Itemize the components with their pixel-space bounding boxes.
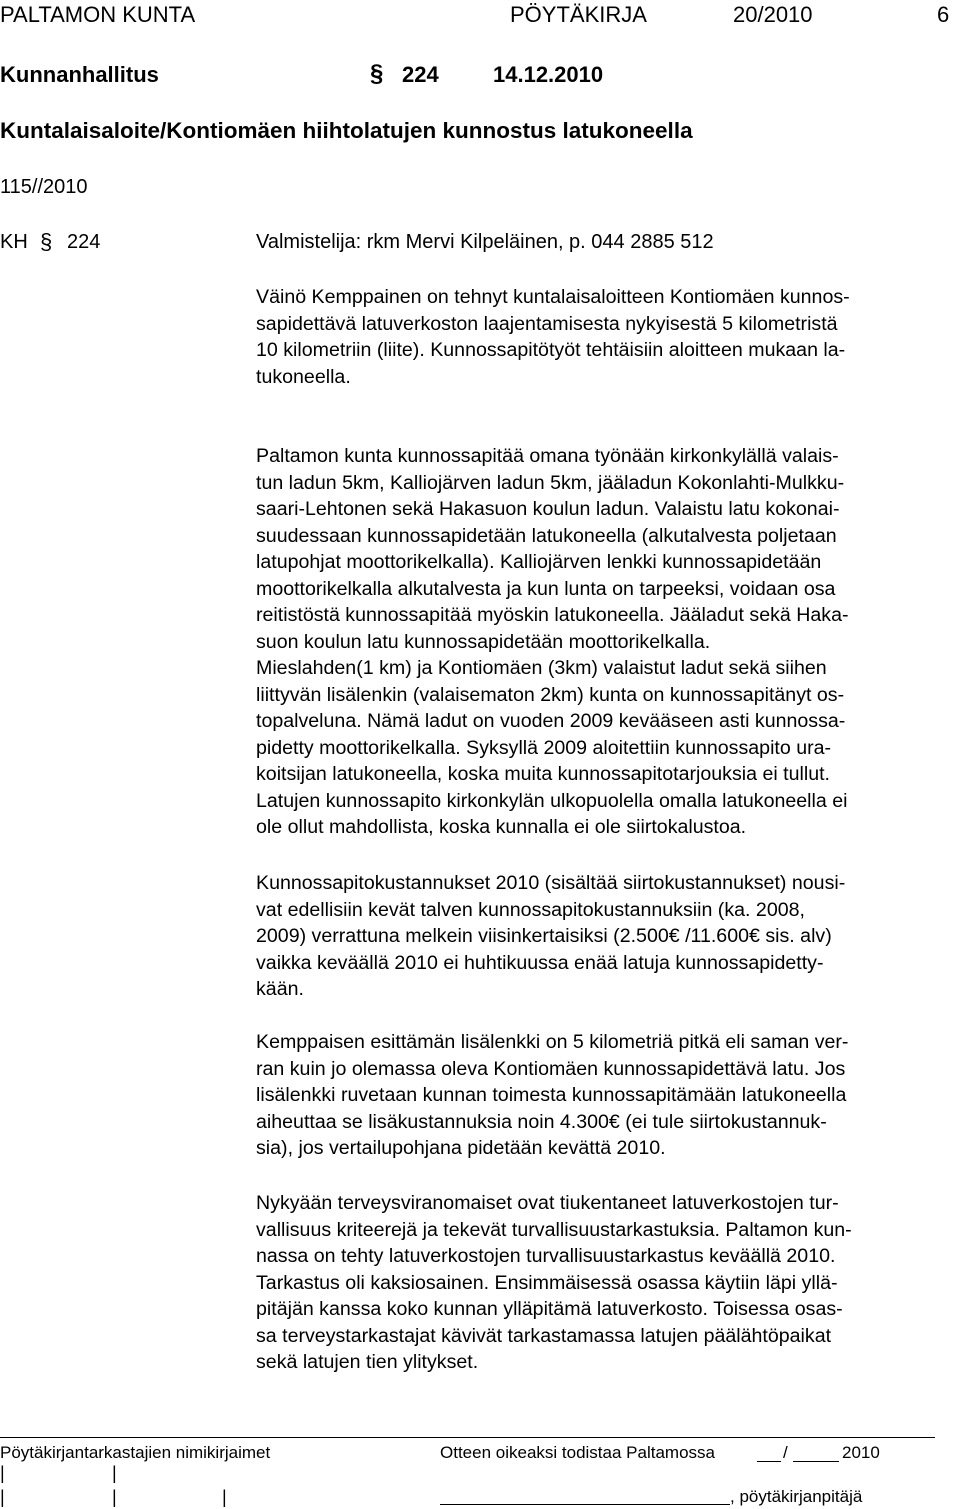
initials-separator: | [222, 1487, 227, 1507]
signature-line [440, 1504, 730, 1505]
paragraph-line: pidetty moottorikelkalla. Syksyllä 2009 aloitettiin kunnossapito ura- [256, 736, 832, 759]
footer-initials-label: Pöytäkirjantarkastajien nimikirjaimet [0, 1443, 271, 1462]
paragraph-6 [256, 1190, 956, 1376]
paragraph-line: Tarkastus oli kaksiosainen. Ensimmäisessä osassa käytiin läpi yllä- [256, 1271, 838, 1294]
paragraph-line: nassa on tehty latuverkostojen turvallisuustarkastus keväällä 2010. [256, 1245, 836, 1267]
paragraph-line: kään. [256, 978, 304, 1000]
paragraph-line: Latujen kunnossapito kirkonkylän ulkopuolella omalla latukoneella ei [256, 789, 848, 812]
section-label: KH [0, 231, 28, 253]
paragraph-line: tukoneella. [256, 365, 351, 388]
initials-separator: | [112, 1463, 117, 1483]
paragraph-4 [256, 870, 956, 1003]
paragraph-line: Mieslahden(1 km) ja Kontiomäen (3km) valaistut ladut sekä siihen [256, 657, 827, 679]
paragraph-line: saari-Lehtonen sekä Hakasuon koulun ladun. Valaistu latu kokonai- [256, 498, 840, 520]
header-page-number: 6 [937, 2, 950, 27]
paragraph-line: Paltamon kunta kunnossapitää omana työnään kirkonkylällä valais- [256, 445, 839, 467]
initials-separator: | [0, 1487, 5, 1507]
paragraph-line: koitsijan latukoneella, koska muita kunnossapitotarjouksia ei tullut. [256, 763, 830, 785]
initials-separator: | [112, 1487, 117, 1507]
paragraph-line: sia), jos vertailupohjana pidetään kevättä 2010. [256, 1137, 666, 1159]
paragraph-line: sa terveystarkastajat kävivät tarkastamassa latujen päälähtöpaikat [256, 1324, 832, 1347]
paragraph-line: Kemppaisen esittämän lisälenkki on 5 kilometriä pitkä eli saman ver- [256, 1031, 849, 1053]
paragraph-line: latupohjat moottorikelkalla). Kalliojärven lenkki kunnossapidetään [256, 551, 822, 573]
signature-suffix: , pöytäkirjanpitäjä [730, 1487, 863, 1506]
paragraph-1 [256, 284, 956, 390]
paragraph-line: vat edellisiin kevät talven kunnossapitokustannuksiin (ka. 2008, [256, 898, 805, 921]
paragraph-line: Kunnossapitokustannukset 2010 (sisältää siirtokustannukset) nousi- [256, 872, 846, 894]
section-sign: § [370, 60, 384, 87]
paragraph-2 [256, 443, 956, 655]
paragraph-line: vaikka keväällä 2010 ei huhtikuussa enää latuja kunnossapidetty- [256, 951, 824, 974]
paragraph-line: topalveluna. Nämä ladut on vuoden 2009 kevääseen asti kunnossa- [256, 710, 846, 732]
paragraph-line: sekä latujen tien ylitykset. [256, 1351, 479, 1373]
paragraph-line: pitäjän kanssa koko kunnan ylläpitämä latuverkosto. Toisessa osas- [256, 1298, 843, 1320]
item-reference: 115//2010 [0, 176, 88, 198]
paragraph-line: sapidettävä latuverkoston laajentamisesta nykyisestä 5 kilometristä [256, 312, 838, 335]
paragraph-line: Nykyään terveysviranomaiset ovat tiukentaneet latuverkostojen tur- [256, 1192, 839, 1214]
item-title: Kuntalaisaloite/Kontiomäen hiihtolatujen kunnostus latukoneella [0, 118, 693, 143]
preparer-line: Valmistelija: rkm Mervi Kilpeläinen, p. 044 2885 512 [256, 231, 714, 253]
footer-rule [0, 1437, 935, 1438]
header-date: 14.12.2010 [493, 62, 604, 87]
footer-year: 2010 [842, 1443, 880, 1462]
paragraph-line: moottorikelkalla alkutalvesta ja kun lunta on tarpeeksi, voidaan osa [256, 577, 836, 600]
footer-day-blank [757, 1461, 781, 1462]
section-sign-kh: § [40, 229, 53, 254]
header-body-name: Kunnanhallitus [0, 62, 159, 87]
paragraph-line: vallisuus kriteerejä ja tekevät turvallisuustarkastuksia. Paltamon kun- [256, 1218, 852, 1241]
footer-certify-label: Otteen oikeaksi todistaa Paltamossa [440, 1443, 715, 1462]
paragraph-line: liittyvän lisälenkin (valaisematon 2km) kunta on kunnossapitänyt os- [256, 683, 845, 706]
paragraph-line: reitistöstä kunnossapitää myöskin latukoneella. Jääladut sekä Haka- [256, 604, 849, 626]
footer-month-blank [793, 1461, 839, 1462]
paragraph-line: lisälenkki ruvetaan kunnan toimesta kunnossapitämään latukoneella [256, 1084, 847, 1106]
paragraph-line: tun ladun 5km, Kalliojärven ladun 5km, jääladun Kokonlahti-Mulkku- [256, 471, 845, 494]
paragraph-line: suudessaan kunnossapidetään latukoneella (alkutalvesta poljetaan [256, 524, 837, 547]
paragraph-line: 2009) verrattuna melkein viisinkertaisiksi (2.500€ /11.600€ sis. alv) [256, 925, 832, 947]
header-doc-number: 20/2010 [733, 2, 813, 27]
initials-separator: | [0, 1463, 5, 1483]
paragraph-5 [256, 1029, 956, 1162]
header-doc-type: PÖYTÄKIRJA [510, 2, 647, 27]
footer-date-slash: / [783, 1443, 788, 1462]
paragraph-line: ran kuin jo olemassa oleva Kontiomäen kunnossapidettävä latu. Jos [256, 1057, 846, 1080]
paragraph-line: ole ollut mahdollista, koska kunnalla ei ole siirtokalustoa. [256, 816, 747, 838]
header-municipality: PALTAMON KUNTA [0, 2, 196, 27]
paragraph-line: suon koulun latu kunnossapidetään moottorikelkalla. [256, 630, 711, 653]
paragraph-3 [256, 655, 956, 841]
section-number: 224 [67, 231, 101, 253]
header-section-number: 224 [402, 62, 439, 87]
paragraph-line: aiheuttaa se lisäkustannuksia noin 4.300€ (ei tule siirtokustannuk- [256, 1110, 827, 1133]
paragraph-line: 10 kilometriin (liite). Kunnossapitötyöt tehtäisiin aloitteen mukaan la- [256, 339, 846, 361]
paragraph-line: Väinö Kemppainen on tehnyt kuntalaisaloitteen Kontiomäen kunnos- [256, 286, 850, 308]
